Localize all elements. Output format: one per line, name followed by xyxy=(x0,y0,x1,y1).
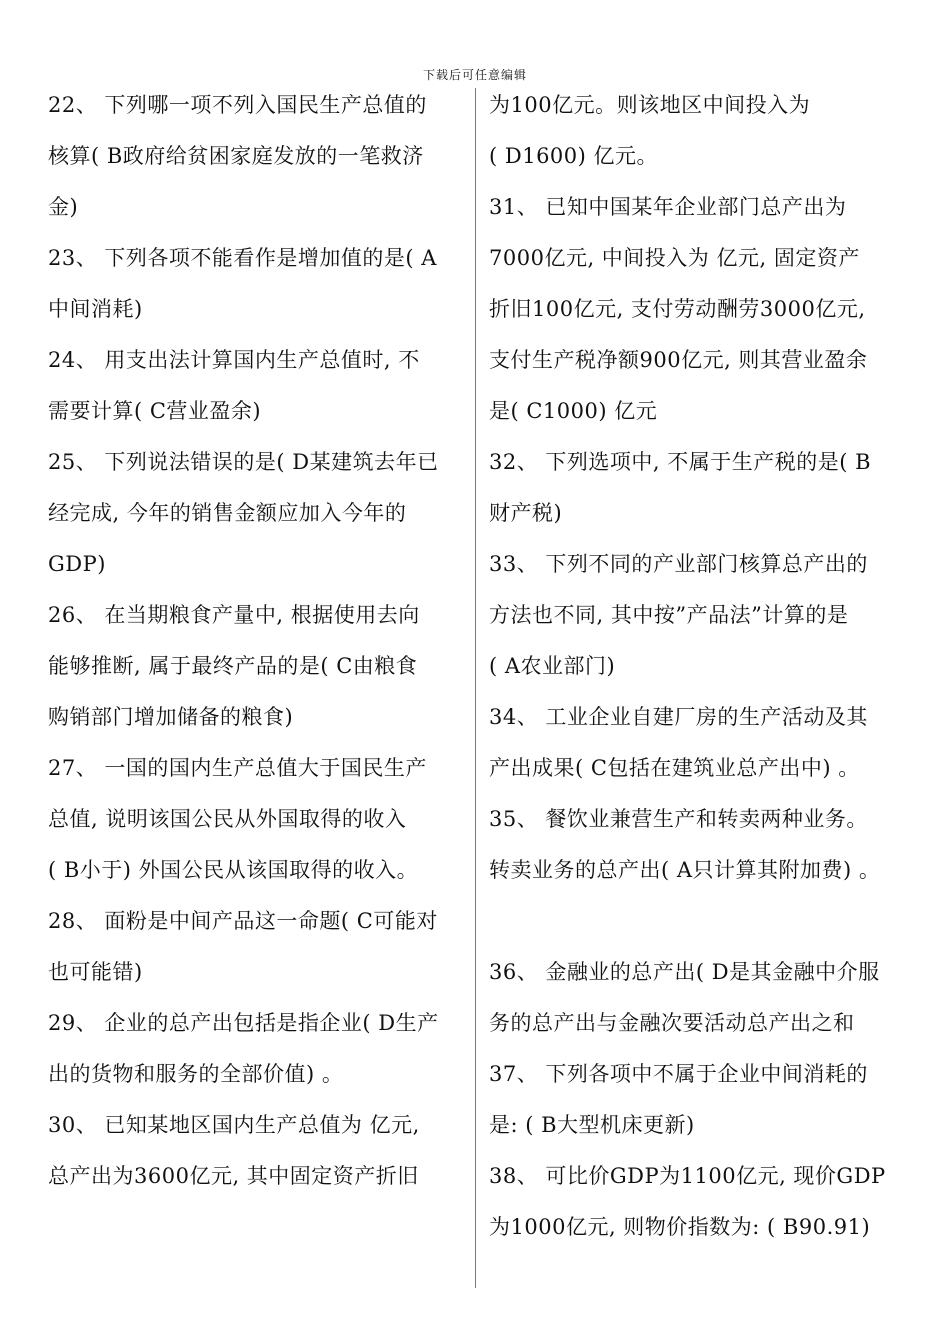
text-line: 需要计算( C营业盈余) xyxy=(48,399,262,423)
text-line: 转卖业务的总产出( A只计算其附加费) 。 xyxy=(489,858,881,882)
text-line: 36、 金融业的总产出( D是其金融中介服 xyxy=(489,960,880,984)
text-line: 金) xyxy=(48,195,79,219)
text-line: 财产税) xyxy=(489,501,563,525)
text-line: 也可能错) xyxy=(48,960,143,984)
text-line: 总产出为3600亿元, 其中固定资产折旧 xyxy=(48,1164,419,1188)
text-line: 核算( B政府给贫困家庭发放的一笔救济 xyxy=(48,144,424,168)
text-line: 7000亿元, 中间投入为 亿元, 固定资产 xyxy=(489,246,860,270)
column-divider xyxy=(475,88,476,1288)
text-line: 产出成果( C包括在建筑业总产出中) 。 xyxy=(489,756,860,780)
text-line: 出的货物和服务的全部价值) 。 xyxy=(48,1062,344,1086)
left-column xyxy=(48,80,468,1202)
text-line: 38、 可比价GDP为1100亿元, 现价GDP xyxy=(489,1164,886,1188)
text-line: 方法也不同, 其中按”产品法”计算的是 xyxy=(489,603,849,627)
text-line: 37、 下列各项中不属于企业中间消耗的 xyxy=(489,1062,868,1086)
text-line: ( A农业部门) xyxy=(489,654,616,678)
text-line: 26、 在当期粮食产量中, 根据使用去向 xyxy=(48,603,420,627)
text-line: 27、 一国的国内生产总值大于国民生产 xyxy=(48,756,427,780)
page-header: 下载后可任意编辑 xyxy=(422,68,527,82)
text-line: 是: ( B大型机床更新) xyxy=(489,1113,695,1137)
text-line: 22、 下列哪一项不列入国民生产总值的 xyxy=(48,93,427,117)
text-line: 35、 餐饮业兼营生产和转卖两种业务。 xyxy=(489,807,868,831)
text-line: 30、 已知某地区国内生产总值为 亿元, xyxy=(48,1113,420,1137)
text-line: 购销部门增加储备的粮食) xyxy=(48,705,294,729)
text-line: 总值, 说明该国公民从外国取得的收入 xyxy=(48,807,407,831)
text-line: 中间消耗) xyxy=(48,297,143,321)
text-line: ( D1600) 亿元。 xyxy=(489,144,659,168)
text-line: 25、 下列说法错误的是( D某建筑去年已 xyxy=(48,450,439,474)
text-line: 务的总产出与金融次要活动总产出之和 xyxy=(489,1011,855,1035)
text-line: ( B小于) 外国公民从该国取得的收入。 xyxy=(48,858,419,882)
text-line: 能够推断, 属于最终产品的是( C由粮食 xyxy=(48,654,418,678)
text-line: 34、 工业企业自建厂房的生产活动及其 xyxy=(489,705,868,729)
text-line: 为100亿元。则该地区中间投入为 xyxy=(489,93,811,117)
text-line: 支付生产税净额900亿元, 则其营业盈余 xyxy=(489,348,868,372)
text-line: 23、 下列各项不能看作是增加值的是( A xyxy=(48,246,437,270)
text-line: 24、 用支出法计算国内生产总值时, 不 xyxy=(48,348,420,372)
text-line: 经完成, 今年的销售金额应加入今年的 xyxy=(48,501,407,525)
text-line: 33、 下列不同的产业部门核算总产出的 xyxy=(489,552,868,576)
text-line: 31、 已知中国某年企业部门总产出为 xyxy=(489,195,847,219)
text-line: 32、 下列选项中, 不属于生产税的是( B xyxy=(489,450,872,474)
text-line: 29、 企业的总产出包括是指企业( D生产 xyxy=(48,1011,439,1035)
text-line: 是( C1000) 亿元 xyxy=(489,399,658,423)
blank-line xyxy=(489,896,919,947)
text-line: 折旧100亿元, 支付劳动酬劳3000亿元, xyxy=(489,297,866,321)
text-line: 28、 面粉是中间产品这一命题( C可能对 xyxy=(48,909,438,933)
text-line: 为1000亿元, 则物价指数为: ( B90.91) xyxy=(489,1215,871,1239)
right-column xyxy=(489,80,919,1253)
text-line: GDP) xyxy=(48,552,106,576)
